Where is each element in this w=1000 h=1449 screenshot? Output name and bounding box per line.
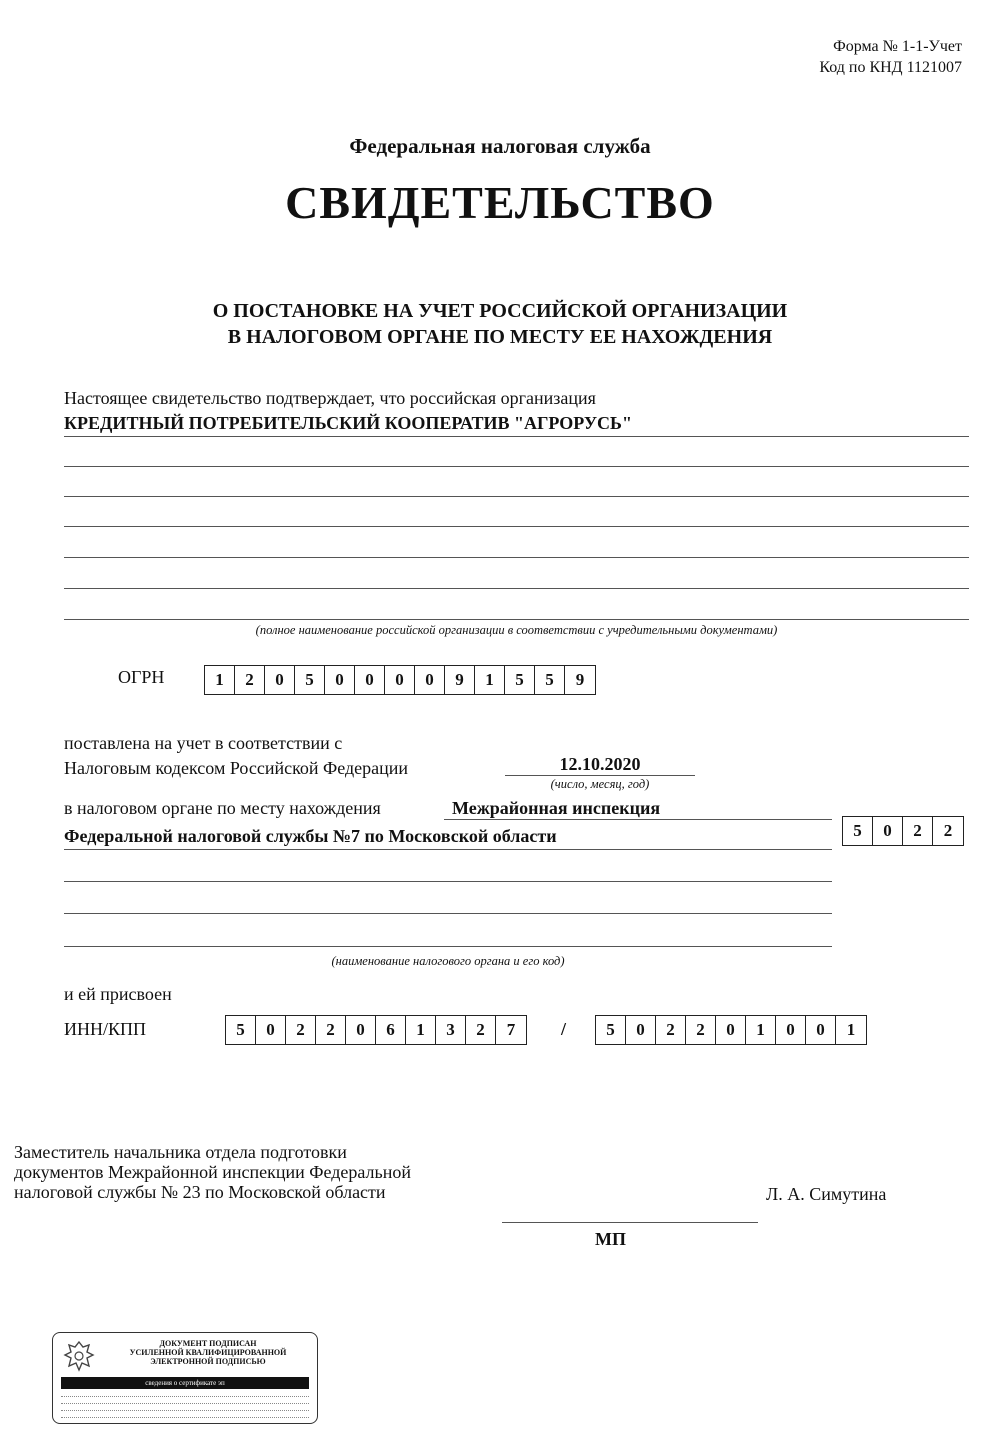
date-line: [505, 775, 695, 776]
kpp-digit: 1: [846, 1020, 856, 1039]
tax-office-code-digit: 0: [873, 817, 903, 845]
tax-office-caption: (наименование налогового органа и его код): [331, 954, 565, 968]
tax-office-code-digit: 5: [843, 817, 873, 845]
signatory-position: [14, 1142, 411, 1202]
inn-digit: 7: [506, 1020, 516, 1039]
inn-digit: 2: [316, 1016, 346, 1044]
ogrn-digit: 0: [265, 666, 295, 694]
tax-office-line: [64, 849, 832, 850]
registration-date: 12.10.2020: [559, 754, 641, 774]
knd-code: Код по КНД 1121007: [819, 59, 962, 76]
subtitle-line-2: В НАЛОГОВОМ ОРГАНЕ ПО МЕСТУ ЕЕ НАХОЖДЕНИЯ: [227, 326, 773, 348]
ogrn-digit: 0: [415, 666, 445, 694]
kpp-digit: 5: [596, 1016, 626, 1044]
ogrn-digit: 0: [385, 666, 415, 694]
kpp-digit: 0: [626, 1016, 656, 1044]
stamp-detail-line: [61, 1403, 309, 1404]
stamp-title-line-3: ЭЛЕКТРОННОЙ ПОДПИСЬЮ: [150, 1357, 266, 1366]
inn-kpp-separator: /: [561, 1019, 567, 1039]
signature-line: [502, 1222, 758, 1223]
position-line-2: документов Межрайонной инспекции Федеральной: [14, 1162, 412, 1182]
tax-office-line: [444, 819, 832, 820]
tax-office-line: [64, 913, 832, 914]
subtitle-line-1: О ПОСТАНОВКЕ НА УЧЕТ РОССИЙСКОЙ ОРГАНИЗАЦИИ: [212, 300, 788, 322]
agency-name: Федеральная налоговая служба: [349, 134, 651, 158]
org-line: [64, 619, 969, 620]
org-line: [64, 588, 969, 589]
ogrn-label: ОГРН: [118, 667, 165, 687]
tax-office-code-digit: 2: [903, 817, 933, 845]
document-title: СВИДЕТЕЛЬСТВО: [285, 177, 715, 228]
inn-digit: 0: [346, 1016, 376, 1044]
inn-digit: 0: [256, 1016, 286, 1044]
inn-digit: 1: [406, 1016, 436, 1044]
position-line-3: налоговой службы № 23 по Московской области: [14, 1182, 386, 1202]
tax-office-code-digit: 2: [943, 821, 953, 840]
stamp-detail-line: [61, 1410, 309, 1411]
org-line: [64, 436, 969, 437]
inn-digit: 2: [286, 1016, 316, 1044]
assigned-label: и ей присвоен: [64, 984, 172, 1004]
document-subtitle: [0, 298, 1000, 350]
tax-office-code-cells: [842, 816, 964, 846]
form-code: [819, 36, 962, 78]
org-caption: (полное наименование российской организации в соответствии с учредительными документами): [255, 623, 778, 637]
tax-office-line: [64, 946, 832, 947]
ogrn-digit: 5: [295, 666, 325, 694]
stamp-title-line-1: ДОКУМЕНТ ПОДПИСАН: [159, 1339, 257, 1348]
ogrn-digit: 1: [475, 666, 505, 694]
registration-line-2: Налоговым кодексом Российской Федерации: [64, 758, 409, 778]
stamp-detail-line: [61, 1417, 309, 1418]
tax-office-line: [64, 881, 832, 882]
organization-name: КРЕДИТНЫЙ ПОТРЕБИТЕЛЬСКИЙ КООПЕРАТИВ "АГРОРУСЬ": [64, 413, 632, 433]
stamp-title: [103, 1339, 313, 1366]
kpp-digit: 0: [806, 1016, 836, 1044]
date-caption: (число, месяц, год): [550, 777, 650, 791]
registration-line-1: поставлена на учет в соответствии с: [64, 733, 343, 753]
position-line-1: Заместитель начальника отдела подготовки: [14, 1142, 347, 1162]
kpp-digit: 1: [746, 1016, 776, 1044]
stamp-certificate-bar: сведения о сертификате эп: [61, 1377, 309, 1389]
tax-office-name-2: Федеральной налоговой службы №7 по Московской области: [64, 826, 557, 846]
ogrn-digit: 9: [445, 666, 475, 694]
ogrn-cells: [204, 665, 596, 695]
org-line: [64, 557, 969, 558]
org-line: [64, 526, 969, 527]
inn-cells: [225, 1015, 527, 1045]
ogrn-digit: 5: [535, 666, 565, 694]
inn-kpp-label: ИНН/КПП: [64, 1019, 147, 1039]
kpp-cells: [595, 1015, 867, 1045]
ogrn-digit: 9: [575, 670, 585, 689]
coat-of-arms-icon: [61, 1339, 97, 1373]
form-number: Форма № 1-1-Учет: [833, 38, 962, 55]
ogrn-digit: 0: [355, 666, 385, 694]
org-line: [64, 466, 969, 467]
kpp-digit: 2: [656, 1016, 686, 1044]
stamp-title-line-2: УСИЛЕННОЙ КВАЛИФИЦИРОВАННОЙ: [129, 1348, 287, 1357]
e-signature-stamp: [52, 1332, 318, 1424]
ogrn-digit: 2: [235, 666, 265, 694]
kpp-digit: 0: [716, 1016, 746, 1044]
inn-digit: 6: [376, 1016, 406, 1044]
tax-office-prefix: в налоговом органе по месту нахождения: [64, 798, 381, 818]
confirm-text: Настоящее свидетельство подтверждает, что российская организация: [64, 388, 596, 408]
ogrn-digit: 5: [505, 666, 535, 694]
inn-digit: 5: [226, 1016, 256, 1044]
inn-digit: 2: [466, 1016, 496, 1044]
seal-label: МП: [595, 1229, 626, 1249]
stamp-detail-line: [61, 1396, 309, 1397]
ogrn-digit: 1: [205, 666, 235, 694]
org-line: [64, 496, 969, 497]
inn-digit: 3: [436, 1016, 466, 1044]
kpp-digit: 0: [776, 1016, 806, 1044]
tax-office-name-1: Межрайонная инспекция: [452, 798, 661, 818]
signatory-name: Л. А. Симутина: [766, 1184, 887, 1204]
ogrn-digit: 0: [325, 666, 355, 694]
kpp-digit: 2: [686, 1016, 716, 1044]
